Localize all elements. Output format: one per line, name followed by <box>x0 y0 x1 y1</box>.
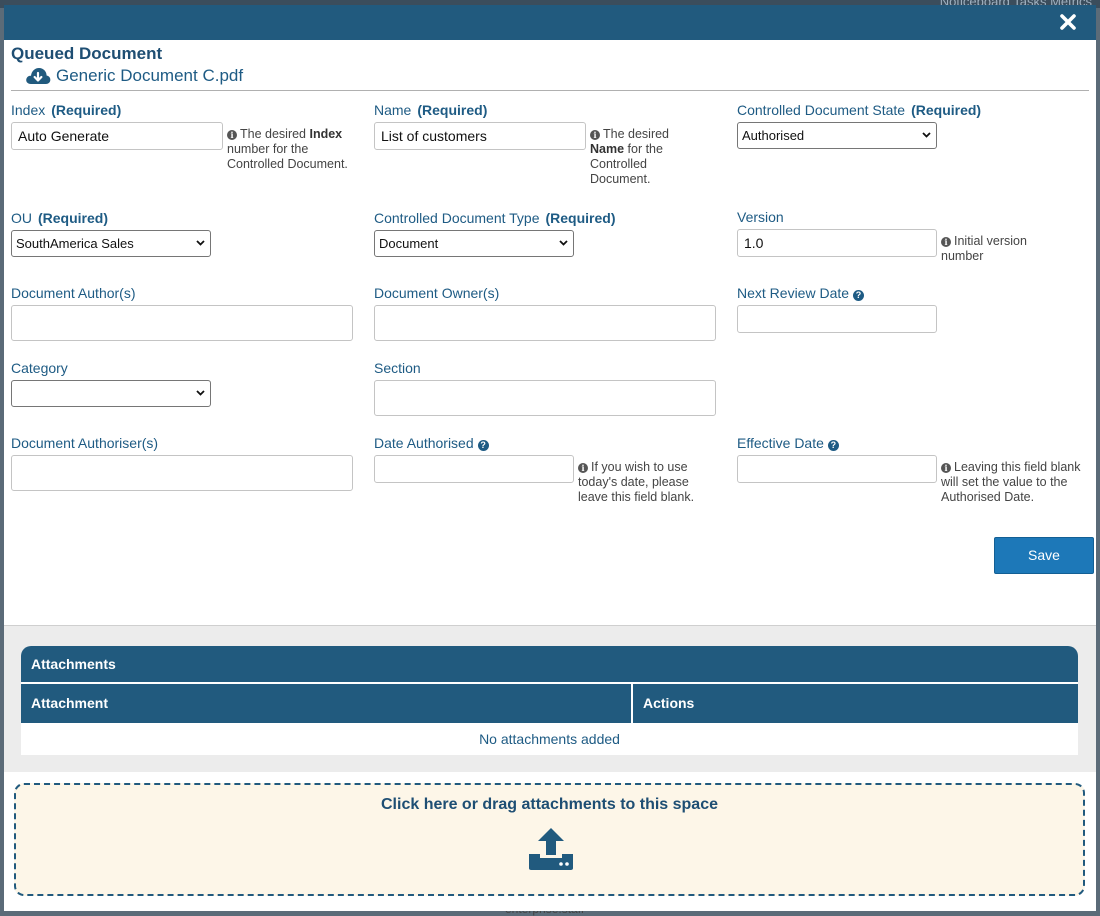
required-tag: (Required) <box>51 102 122 118</box>
chevron-down-icon <box>559 240 568 246</box>
save-button[interactable]: Save <box>994 537 1094 574</box>
effective-date-label: Effective Date ? <box>737 435 839 453</box>
attachments-section <box>4 625 1096 772</box>
attachments-table-header <box>21 684 1078 723</box>
version-label: Version <box>737 209 784 225</box>
attachments-panel <box>21 646 1078 755</box>
required-tag: (Required) <box>38 210 108 226</box>
index-label: Index (Required) <box>11 102 122 118</box>
effective-date-hint: i Leaving this field blank will set the value to the Authorised Date. <box>941 460 1081 504</box>
info-icon: i <box>590 130 600 140</box>
info-icon: i <box>941 237 951 247</box>
required-tag: (Required) <box>545 210 616 226</box>
column-header-actions: Actions <box>633 684 1078 723</box>
section-input[interactable] <box>374 380 716 416</box>
page-title: Queued Document <box>11 44 163 63</box>
help-icon[interactable]: ? <box>478 440 489 451</box>
ou-label: OU (Required) <box>11 210 108 226</box>
column-header-attachment: Attachment <box>21 684 631 723</box>
chevron-down-icon <box>196 240 205 246</box>
document-file-link[interactable] <box>25 65 1089 87</box>
attachments-empty-message: No attachments added <box>479 731 620 747</box>
attachments-heading: Attachments <box>21 646 1078 682</box>
ou-select[interactable]: SouthAmerica Sales <box>11 230 211 257</box>
name-input[interactable] <box>374 122 586 150</box>
attachment-dropzone[interactable] <box>14 783 1085 896</box>
version-hint: i Initial version number <box>941 234 1027 263</box>
state-label: Controlled Document State (Required) <box>737 102 982 118</box>
info-icon: i <box>227 130 237 140</box>
section-label: Section <box>374 360 421 376</box>
upload-icon <box>528 827 574 871</box>
cloud-download-icon <box>25 66 51 86</box>
authors-input[interactable] <box>11 305 353 341</box>
name-hint: i The desired Name for the Controlled Document. <box>590 127 670 186</box>
name-label: Name (Required) <box>374 102 488 118</box>
index-hint: i The desired Index number for the Controlled Document. <box>227 127 348 171</box>
modal-header <box>4 5 1096 40</box>
authors-label: Document Author(s) <box>11 285 136 301</box>
dropzone-label: Click here or drag attachments to this space <box>381 796 718 813</box>
chevron-down-icon <box>196 390 205 396</box>
date-authorised-label: Date Authorised ? <box>374 435 489 453</box>
category-label: Category <box>11 360 68 376</box>
owners-input[interactable] <box>374 305 716 341</box>
effective-date-input[interactable] <box>737 455 937 483</box>
state-select[interactable]: Authorised <box>737 122 937 149</box>
required-tag: (Required) <box>911 102 982 118</box>
doc-type-select[interactable]: Document <box>374 230 574 257</box>
help-icon[interactable]: ? <box>853 290 864 301</box>
document-title-block <box>4 40 1096 91</box>
info-icon: i <box>941 463 951 473</box>
date-authorised-hint: i If you wish to use today's date, please leave this field blank. <box>578 460 695 504</box>
category-select[interactable] <box>11 380 211 407</box>
next-review-label: Next Review Date ? <box>737 285 864 303</box>
authorisers-input[interactable] <box>11 455 353 491</box>
help-icon[interactable]: ? <box>828 440 839 451</box>
chevron-down-icon <box>922 132 931 138</box>
close-icon[interactable] <box>1058 12 1078 32</box>
authorisers-label: Document Authoriser(s) <box>11 435 159 451</box>
next-review-input[interactable] <box>737 305 937 333</box>
queued-document-modal <box>4 5 1096 911</box>
document-form <box>4 91 1096 579</box>
date-authorised-input[interactable] <box>374 455 574 483</box>
document-file-name: Generic Document C.pdf <box>56 66 244 85</box>
doc-type-label: Controlled Document Type (Required) <box>374 210 616 226</box>
required-tag: (Required) <box>417 102 488 118</box>
index-input[interactable] <box>11 122 223 150</box>
owners-label: Document Owner(s) <box>374 285 500 301</box>
version-input[interactable] <box>737 229 937 257</box>
info-icon: i <box>578 463 588 473</box>
